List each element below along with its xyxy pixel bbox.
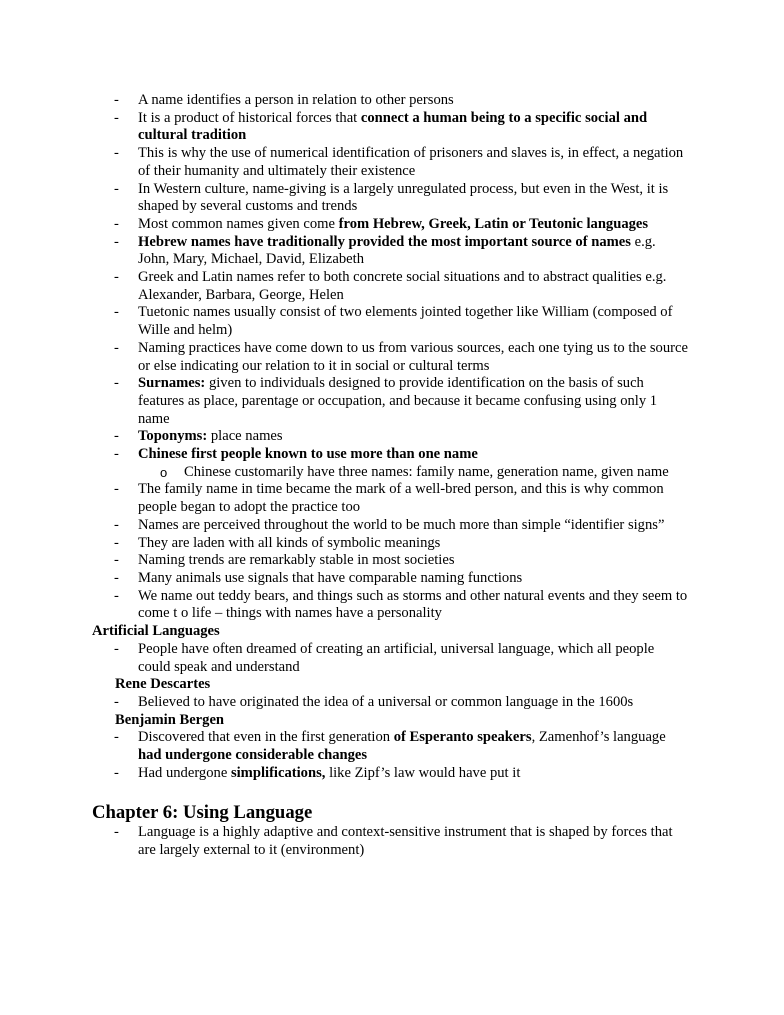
- names-bullet-list: [0, 92, 688, 623]
- list-item: [114, 339, 688, 375]
- text-run: In Western culture, name-giving is a largely unregulated process, but even in the West, it is shaped by several customs and trends: [138, 180, 669, 215]
- document-page: [0, 92, 784, 860]
- dash-bullet-icon: -: [114, 109, 119, 126]
- list-item: [114, 824, 688, 859]
- list-item: [114, 729, 688, 764]
- list-item: [114, 233, 688, 269]
- text-run: The family name in time became the mark of a well-bred person, and this is why common people began to adopt the practice too: [138, 481, 664, 516]
- list-item: [114, 215, 688, 234]
- text-run: Greek and Latin names refer to both concrete social situations and to abstract qualities e.g. Alexander, Barbara, George, Helen: [138, 269, 667, 303]
- list-item: [114, 375, 688, 428]
- dash-bullet-icon: -: [114, 534, 119, 551]
- list-item: [114, 269, 688, 304]
- text-run: We name out teddy bears, and things such as storms and other natural events and they seem to come t o life – things with names have a personality: [138, 587, 688, 622]
- dash-bullet-icon: -: [114, 339, 119, 356]
- text-run: place names: [207, 428, 283, 445]
- subheading-rene-descartes: Rene Descartes: [115, 676, 211, 693]
- bergen-list: [0, 729, 688, 782]
- list-item: [114, 552, 688, 570]
- list-item: [114, 569, 688, 588]
- dash-bullet-icon: -: [114, 428, 119, 445]
- text-run: Names are perceived throughout the world to be much more than simple “identifier signs”: [138, 516, 665, 533]
- list-item: [114, 516, 688, 535]
- dash-bullet-icon: -: [114, 145, 119, 162]
- text-run: Most common names given come: [138, 215, 339, 232]
- dash-bullet-icon: -: [114, 375, 119, 392]
- dash-bullet-icon: -: [114, 92, 119, 108]
- bold-text: had undergone considerable changes: [138, 747, 368, 764]
- text-run: Had undergone: [138, 764, 231, 781]
- dash-bullet-icon: -: [114, 764, 119, 781]
- dash-bullet-icon: -: [114, 446, 119, 463]
- subheading-benjamin-bergen: Benjamin Bergen: [115, 711, 225, 728]
- chapter6-list: [0, 824, 688, 859]
- bold-text: Surnames:: [138, 375, 206, 392]
- dash-bullet-icon: -: [114, 481, 119, 498]
- bold-text: of Esperanto speakers: [393, 729, 532, 746]
- bold-text: Toponyms:: [138, 428, 208, 445]
- list-item: [114, 587, 688, 623]
- dash-bullet-icon: -: [114, 233, 119, 250]
- list-item: [114, 145, 688, 180]
- bold-text: Hebrew names have traditionally provided the most important source of names: [138, 233, 631, 250]
- text-run: Language is a highly adaptive and context-sensitive instrument that is shaped by forces that are largely external to it (environment): [138, 824, 673, 859]
- text-run: Many animals use signals that have comparable naming functions: [138, 569, 523, 586]
- list-item: [114, 534, 688, 553]
- list-item: [114, 428, 688, 446]
- dash-bullet-icon: -: [114, 304, 119, 321]
- text-run: Tuetonic names usually consist of two elements jointed together like William (composed of Wille and helm): [138, 304, 673, 339]
- circle-bullet-icon: o: [160, 464, 168, 480]
- section-heading-artificial-languages: Artificial Languages: [92, 623, 220, 640]
- dash-bullet-icon: -: [114, 640, 119, 657]
- dash-bullet-icon: -: [114, 215, 119, 232]
- artificial-intro-list: [0, 641, 688, 676]
- text-run: e.g. John, Mary, Michael, David, Elizabeth: [138, 233, 656, 268]
- bold-text: simplifications,: [230, 764, 326, 781]
- text-run: , Zamenhof’s language: [531, 729, 666, 746]
- text-run: given to individuals designed to provide identification on the basis of such features as place, parentage or occupation, and because it became confusing using only 1 name: [138, 375, 658, 427]
- dash-bullet-icon: -: [114, 552, 119, 569]
- list-item: [114, 640, 688, 676]
- list-item: [114, 481, 688, 516]
- dash-bullet-icon: -: [114, 180, 119, 197]
- dash-bullet-icon: -: [114, 516, 119, 533]
- bold-text: Chinese first people known to use more than one name: [138, 446, 478, 463]
- dash-bullet-icon: -: [114, 729, 119, 746]
- text-run: People have often dreamed of creating an artificial, universal language, which all people could speak and understand: [138, 640, 655, 675]
- bold-text: from Hebrew, Greek, Latin or Teutonic languages: [338, 215, 649, 232]
- list-item: [114, 304, 688, 339]
- list-item: [114, 92, 688, 110]
- bold-text: connect a human being to a specific social and cultural tradition: [138, 109, 648, 144]
- dash-bullet-icon: -: [114, 824, 119, 841]
- dash-bullet-icon: -: [114, 569, 119, 586]
- list-item: [114, 109, 688, 145]
- text-run: Naming trends are remarkably stable in most societies: [138, 552, 455, 569]
- list-item: [114, 180, 688, 216]
- descartes-list: [0, 694, 688, 712]
- text-run: like Zipf’s law would have put it: [325, 764, 521, 781]
- list-item: [114, 764, 688, 783]
- list-item: [114, 693, 688, 712]
- text-run: They are laden with all kinds of symbolic meanings: [138, 534, 441, 551]
- sub-list-item: [160, 463, 688, 482]
- chapter-heading: Chapter 6: Using Language: [92, 802, 313, 824]
- dash-bullet-icon: -: [114, 693, 119, 710]
- dash-bullet-icon: -: [114, 587, 119, 604]
- text-run: Naming practices have come down to us from various sources, each one tying us to the source or else indicating our relation to it in social or cultural terms: [138, 339, 688, 374]
- dash-bullet-icon: -: [114, 269, 119, 286]
- text-run: It is a product of historical forces that: [138, 109, 361, 126]
- text-run: Discovered that even in the first generation: [138, 729, 394, 746]
- sub-list: [138, 464, 688, 482]
- text-run: A name identifies a person in relation to other persons: [138, 92, 454, 108]
- text-run: This is why the use of numerical identification of prisoners and slaves is, in effect, a negation of their humanity and ultimately their existence: [138, 145, 684, 179]
- text-run: Believed to have originated the idea of a universal or common language in the 1600s: [138, 693, 634, 710]
- list-item: [114, 446, 688, 481]
- text-run: Chinese customarily have three names: family name, generation name, given name: [184, 463, 669, 480]
